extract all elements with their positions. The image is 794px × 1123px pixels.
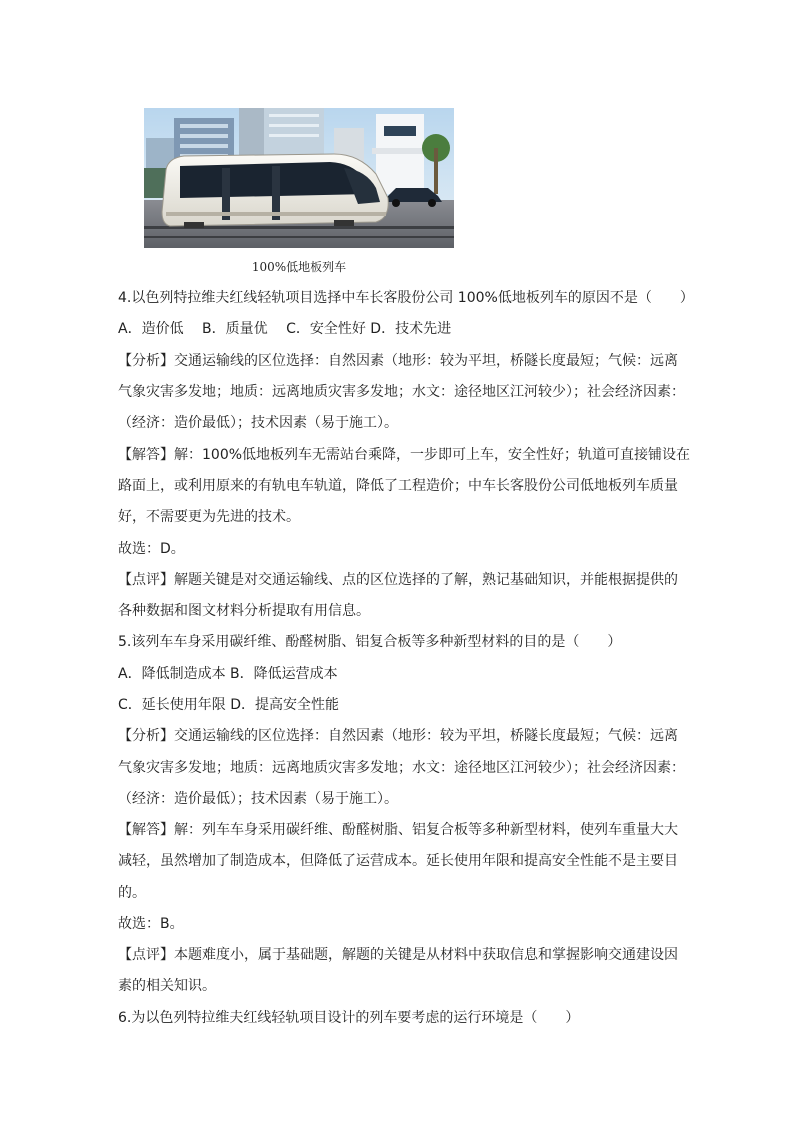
analysis-5-line-2: 气象灾害多发地；地质：远离地质灾害多发地；水文：途径地区江河较少）；社会经济因素： <box>118 760 685 776</box>
analysis-4-line-1: 【分析】交通运输线的区位选择：自然因素（地形：较为平坦，桥隧长度最短；气候：远离 <box>118 353 678 369</box>
answer-4-line-2: 路面上，或利用原来的有轨电车轨道，降低了工程造价；中车长客股份公司低地板列车质量 <box>118 478 678 494</box>
tram <box>162 154 388 228</box>
question-5: 5.该列车车身采用碳纤维、酚醛树脂、铝复合板等多种新型材料的目的是（ ） <box>118 634 622 650</box>
choice-4: 故选：D。 <box>118 541 185 557</box>
options-4: A．造价低 B．质量优 C．安全性好 D．技术先进 <box>118 321 452 337</box>
options-5-line-1: A．降低制造成本 B．降低运营成本 <box>118 666 338 682</box>
rail <box>144 236 454 238</box>
answer-5-line-2: 减轻，虽然增加了制造成本，但降低了运营成本。延长使用年限和提高安全性能不是主要目 <box>118 853 678 869</box>
analysis-5-line-1: 【分析】交通运输线的区位选择：自然因素（地形：较为平坦，桥隧长度最短；气候：远离 <box>118 728 678 744</box>
answer-4-line-3: 好，不需要更为先进的技术。 <box>118 509 300 525</box>
comment-4-line-1: 【点评】解题关键是对交通运输线、点的区位选择的了解，熟记基础知识，并能根据提供的 <box>118 572 678 588</box>
comment-5-line-2: 素的相关知识。 <box>118 978 216 994</box>
comment-4-line-2: 各种数据和图文材料分析提取有用信息。 <box>118 603 370 619</box>
answer-5-line-3: 的。 <box>118 885 146 901</box>
answer-5-line-1: 【解答】解：列车车身采用碳纤维、酚醛树脂、铝复合板等多种新型材料，使列车重量大大 <box>118 822 678 838</box>
analysis-4-line-3: （经济：造价最低）；技术因素（易于施工）。 <box>118 415 398 431</box>
analysis-4-line-2: 气象灾害多发地；地质：远离地质灾害多发地；水文：途径地区江河较少）；社会经济因素： <box>118 384 685 400</box>
choice-5: 故选：B。 <box>118 916 184 932</box>
figure-caption: 100%低地板列车 <box>251 260 347 274</box>
tram-illustration <box>144 108 454 248</box>
comment-5-line-1: 【点评】本题难度小，属于基础题，解题的关键是从材料中获取信息和掌握影响交通建设因 <box>118 947 678 963</box>
tram-photo <box>144 108 454 248</box>
question-4: 4.以色列特拉维夫红线轻轨项目选择中车长客股份公司 100%低地板列车的原因不是（ ） <box>118 290 694 306</box>
question-6: 6.为以色列特拉维夫红线轻轨项目设计的列车要考虑的运行环境是（ ） <box>118 1010 580 1026</box>
answer-4-line-1: 【解答】解：100%低地板列车无需站台乘降，一步即可上车，安全性好；轨道可直接铺设在 <box>118 447 691 463</box>
analysis-5-line-3: （经济：造价最低）；技术因素（易于施工）。 <box>118 791 398 807</box>
options-5-line-2: C．延长使用年限 D．提高安全性能 <box>118 697 340 713</box>
